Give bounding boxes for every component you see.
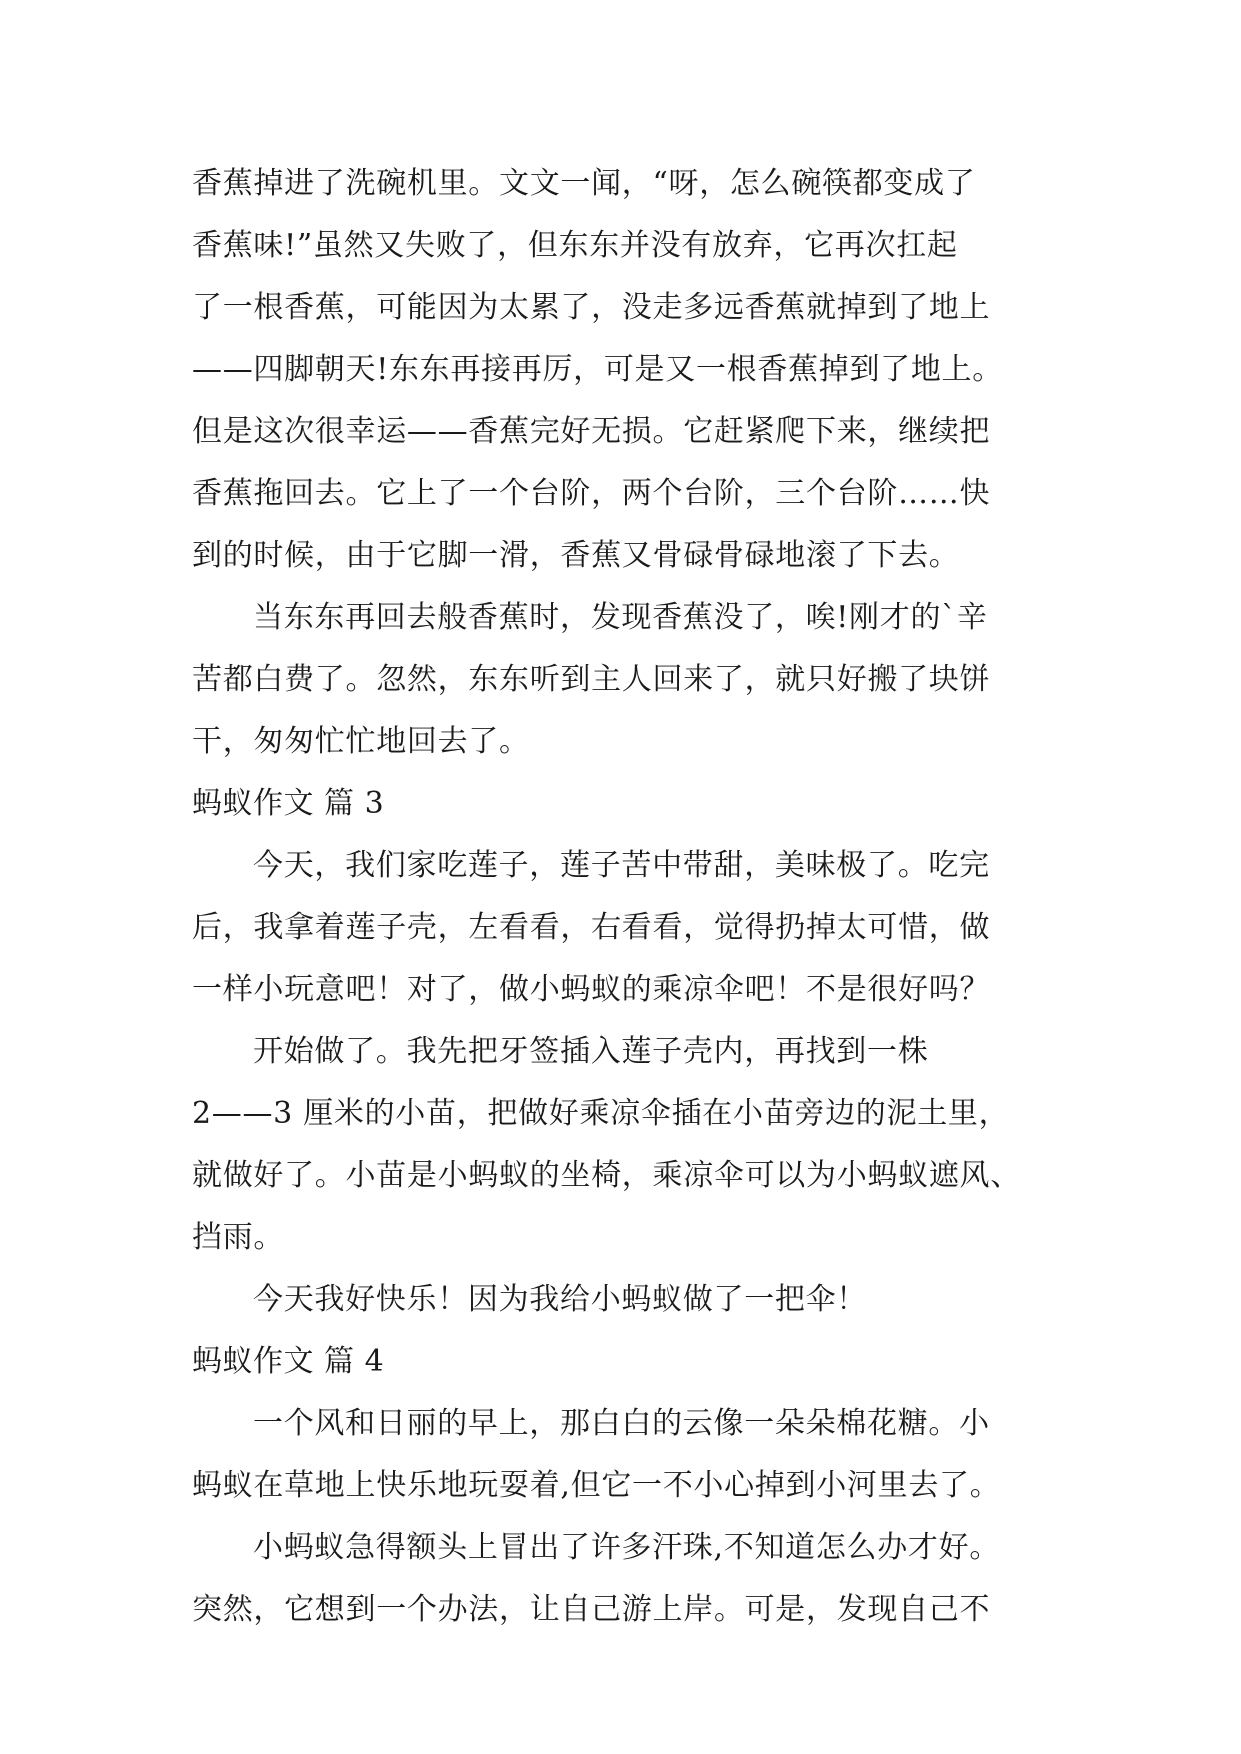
document-body	[192, 153, 1062, 1641]
text-line: 到的时候，由于它脚一滑，香蕉又骨碌骨碌地滚了下去。	[192, 538, 960, 573]
text-line: 但是这次很幸运——香蕉完好无损。它赶紧爬下来，继续把	[192, 414, 991, 449]
text-line: 香蕉掉进了洗碗机里。文文一闻，“呀，怎么碗筷都变成了	[192, 166, 976, 201]
text-line: 2——3 厘米的小苗，把做好乘凉伞插在小苗旁边的泥土里，	[192, 1096, 1010, 1131]
text-line: 后，我拿着莲子壳，左看看，右看看，觉得扔掉太可惜，做	[192, 910, 991, 945]
text-line: 干，匆匆忙忙地回去了。	[192, 724, 530, 759]
section-heading: 蚂蚁作文 篇 3	[192, 786, 385, 821]
text-line: 一样小玩意吧！对了，做小蚂蚁的乘凉伞吧！不是很好吗？	[192, 972, 991, 1007]
text-line: 了一根香蕉，可能因为太累了，没走多远香蕉就掉到了地上	[192, 290, 991, 325]
text-line: 苦都白费了。忽然，东东听到主人回来了，就只好搬了块饼	[192, 662, 991, 697]
text-line: 一个风和日丽的早上，那白白的云像一朵朵棉花糖。小	[253, 1406, 990, 1441]
text-line: 香蕉味!”虽然又失败了，但东东并没有放弃，它再次扛起	[192, 228, 958, 263]
text-line: 今天我好快乐！因为我给小蚂蚁做了一把伞！	[253, 1282, 867, 1317]
text-line: 挡雨。	[192, 1220, 285, 1255]
text-line: ——四脚朝天!东东再接再厉，可是又一根香蕉掉到了地上。	[192, 352, 1003, 387]
text-line: 突然，它想到一个办法，让自己游上岸。可是，发现自己不	[192, 1592, 991, 1627]
text-line: 蚂蚁在草地上快乐地玩耍着,但它一不小心掉到小河里去了。	[192, 1468, 1001, 1503]
text-line: 今天，我们家吃莲子，莲子苦中带甜，美味极了。吃完	[253, 848, 990, 883]
section-heading: 蚂蚁作文 篇 4	[192, 1344, 385, 1379]
text-line: 开始做了。我先把牙签插入莲子壳内，再找到一株	[253, 1034, 929, 1069]
text-line: 就做好了。小苗是小蚂蚁的坐椅，乘凉伞可以为小蚂蚁遮风、	[192, 1158, 1021, 1193]
text-line: 小蚂蚁急得额头上冒出了许多汗珠,不知道怎么办才好。	[253, 1530, 1001, 1565]
text-line: 当东东再回去般香蕉时，发现香蕉没了，唉!刚才的`辛	[253, 600, 988, 635]
text-line: 香蕉拖回去。它上了一个台阶，两个台阶，三个台阶……快	[192, 476, 991, 511]
